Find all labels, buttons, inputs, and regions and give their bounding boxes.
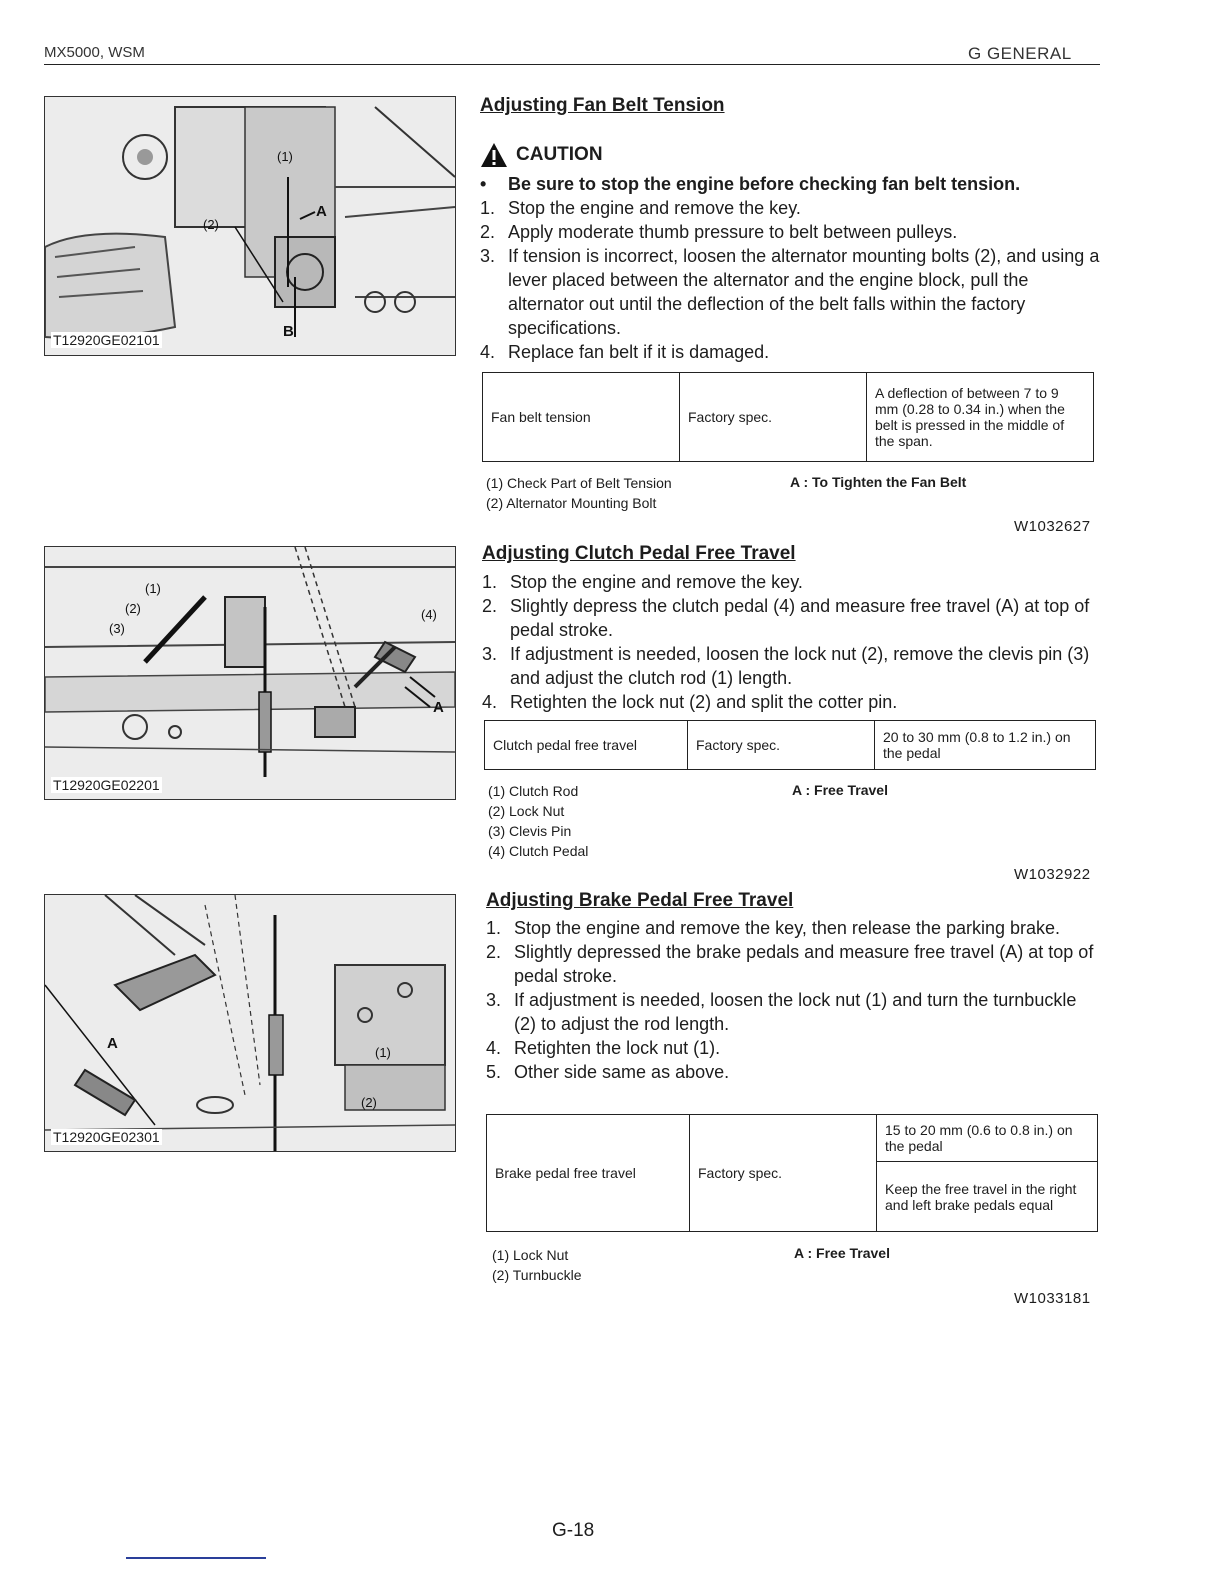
section-title: G GENERAL [968,44,1072,63]
brake-legend [492,1245,581,1285]
step-4: Retighten the lock nut (1). [514,1038,721,1058]
footer-line [126,1557,266,1559]
clutch-illustration [45,547,455,799]
clutch-heading: Adjusting Clutch Pedal Free Travel [482,543,796,564]
spec-item: Clutch pedal free travel [485,721,688,770]
brake-figure [44,894,456,1152]
legend-item: (2) Turnbuckle [492,1267,582,1283]
fan-belt-illustration [45,97,455,355]
callout-1: (1) [375,1045,391,1060]
fan-legend [486,473,672,513]
legend-item: (1) Clutch Rod [488,783,579,799]
brake-heading: Adjusting Brake Pedal Free Travel [486,890,794,911]
brake-illustration [45,895,455,1151]
figure-code: T12920GE02301 [53,1129,160,1145]
clutch-steps: 1. Stop the engine and remove the key. 2. Slightly depress the clutch pedal (4) and measure free travel (A) at top of pedal stroke. 3. If adjustment is needed, loosen the lock nut (2), remove the clevis pin (3) and adjust the clutch rod (1) length. 4. Retighten the lock nut (2) and split the cotter pin. [482,570,1100,714]
clutch-code: W1032922 [1014,866,1091,883]
figure-code: T12920GE02101 [53,332,160,348]
caution-block [480,142,603,168]
spec-value: A deflection of between 7 to 9 mm (0.28 to 0.34 in.) when the belt is pressed in the middle of the span. [867,373,1094,462]
clutch-figure [44,546,456,800]
callout-a: A [316,203,327,220]
legend-item: (1) Lock Nut [492,1247,569,1263]
callout-3: (3) [109,621,125,636]
spec-value-2: Keep the free travel in the right and left brake pedals equal [877,1162,1098,1232]
callout-2: (2) [203,217,219,232]
spec-label: Factory spec. [690,1115,877,1232]
bullet-icon: • [480,174,487,194]
fan-belt-heading: Adjusting Fan Belt Tension [480,95,725,116]
step-5: Other side same as above. [514,1062,730,1082]
callout-4: (4) [421,607,437,622]
step-2: Slightly depressed the brake pedals and measure free travel (A) at top of pedal stroke. [514,942,1094,986]
step-3: If adjustment is needed, loosen the lock nut (1) and turn the turnbuckle (2) to adjust the rod length. [514,990,1077,1034]
brake-code: W1033181 [1014,1290,1091,1307]
legend-item: (4) Clutch Pedal [488,843,589,859]
brake-legend-a: A : Free Travel [794,1245,890,1261]
warning-triangle-icon [480,142,508,168]
step-4: Replace fan belt if it is damaged. [508,342,770,362]
callout-a: A [433,699,444,716]
step-3: If adjustment is needed, loosen the lock nut (2), remove the clevis pin (3) and adjust the clutch rod (1) length. [510,644,1090,688]
spec-item: Fan belt tension [483,373,680,462]
fan-legend-a: A : To Tighten the Fan Belt [790,474,967,490]
fan-code: W1032627 [1014,518,1091,535]
legend-item: (3) Clevis Pin [488,823,572,839]
caution-bullet: Be sure to stop the engine before checking fan belt tension. [508,174,1021,194]
step-4: Retighten the lock nut (2) and split the cotter pin. [510,692,898,712]
spec-label: Factory spec. [680,373,867,462]
header-rule [44,64,1100,65]
callout-a: A [107,1035,118,1052]
callout-b: B [283,323,294,340]
figure-code: T12920GE02201 [53,777,160,793]
fan-steps: • Be sure to stop the engine before checking fan belt tension. 1. Stop the engine and remove the key. 2. Apply moderate thumb pressure to belt between pulleys. 3. If tension is incorrect, loosen the alternator mounting bolts (2), and using a lever placed between the alternator and the engine block, pull the alternator out until the deflection of the belt falls within the factory specifications. 4. Replace fan belt if it is damaged. [480,174,1100,362]
callout-2: (2) [361,1095,377,1110]
spec-item: Brake pedal free travel [487,1115,690,1232]
brake-steps: 1. Stop the engine and remove the key, then release the parking brake. 2. Slightly depressed the brake pedals and measure free travel (A) at top of pedal stroke. 3. If adjustment is needed, loosen the lock nut (1) and turn the turnbuckle (2) to adjust the rod length. 4. Retighten the lock nut (1). 5. Other side same as above. [486,916,1102,1084]
legend-item: (2) Lock Nut [488,803,565,819]
step-1: Stop the engine and remove the key. [508,198,801,218]
step-2: Slightly depress the clutch pedal (4) and measure free travel (A) at top of pedal stroke. [510,596,1090,640]
step-1: Stop the engine and remove the key. [510,572,803,592]
step-3: If tension is incorrect, loosen the alternator mounting bolts (2), and using a lever placed between the alternator and the engine block, pull the alternator out until the deflection of the belt falls within the factory specifications. [508,246,1100,338]
page-number: G-18 [552,1520,595,1541]
spec-label: Factory spec. [688,721,875,770]
step-2: Apply moderate thumb pressure to belt between pulleys. [508,222,958,242]
callout-1: (1) [145,581,161,596]
legend-item: (2) Alternator Mounting Bolt [486,495,657,511]
step-1: Stop the engine and remove the key, then release the parking brake. [514,918,1061,938]
caution-label: CAUTION [516,144,603,165]
clutch-legend [488,781,588,861]
spec-value: 20 to 30 mm (0.8 to 1.2 in.) on the pedal [875,721,1096,770]
clutch-spec-table [484,720,1096,770]
fan-belt-figure [44,96,456,356]
callout-1: (1) [277,149,293,164]
fan-spec-table [482,372,1094,462]
callout-2: (2) [125,601,141,616]
clutch-legend-a: A : Free Travel [792,782,888,798]
legend-item: (1) Check Part of Belt Tension [486,475,672,491]
spec-value-1: 15 to 20 mm (0.6 to 0.8 in.) on the pedal [877,1115,1098,1162]
brake-spec-table [486,1114,1098,1232]
manual-title: MX5000, WSM [44,44,145,61]
